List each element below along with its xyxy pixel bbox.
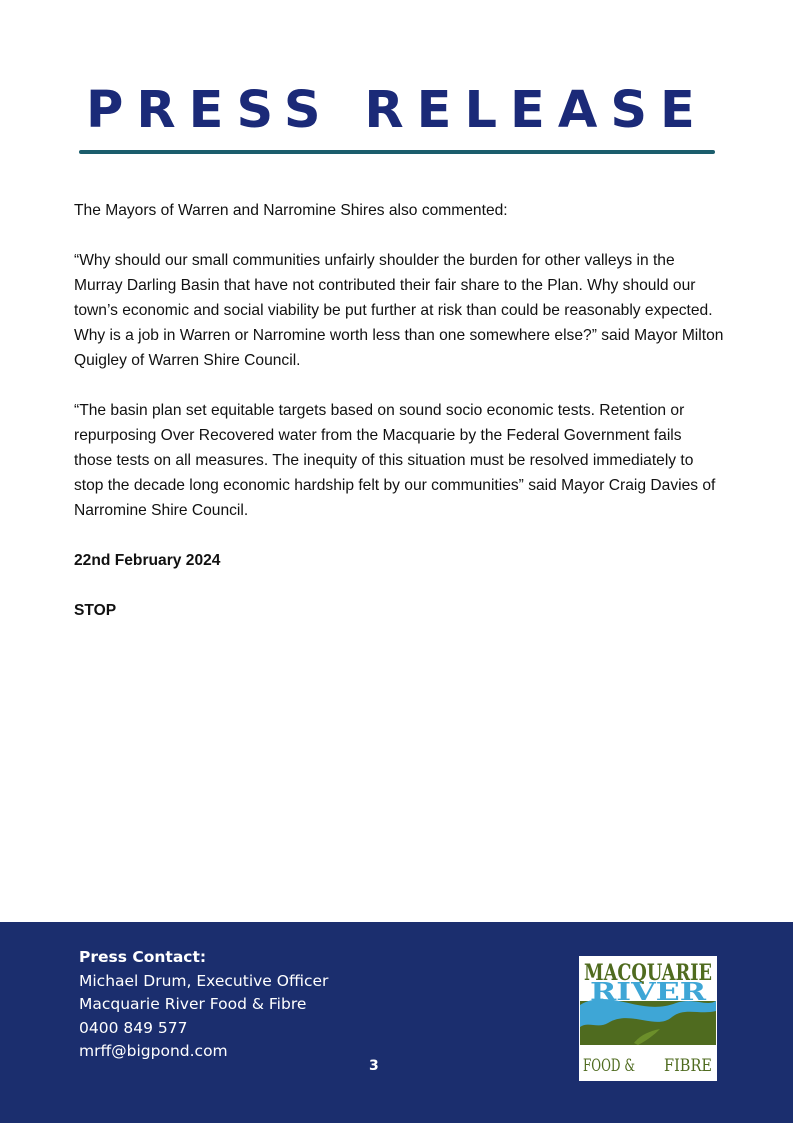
release-body (74, 198, 724, 648)
contact-name: Michael Drum, Executive Officer (79, 971, 329, 990)
warren-mayor-quote: “Why should our small communities unfairly shoulder the burden for other valleys in the Murray Darling Basin that have not contributed their fair share to the Plan. Why should our town’s economic and social viability be put further at risk than could be reasonably expected. Why is a job in Warren or Narromine worth less than one somewhere else?” said Mayor Milton Quigley of Warren Shire Council. (74, 252, 724, 369)
press-contact-label: Press Contact: (79, 948, 207, 966)
press-contact (79, 946, 328, 1064)
page-title: PRESS RELEASE (86, 81, 708, 140)
logo-text-food: FOOD & (583, 1056, 635, 1076)
contact-phone[interactable]: 0400 849 577 (79, 1018, 188, 1037)
mrff-logo-graphic (580, 957, 716, 1080)
footer (0, 922, 793, 1123)
narromine-mayor-quote: “The basin plan set equitable targets based on sound socio economic tests. Retention or repurposing Over Recovered water from the Macquarie by the Federal Government fails those tests on all measures. The inequity of this situation must be resolved immediately to stop the decade long economic hardship felt by our communities” said Mayor Craig Davies of Narromine Shire Council. (74, 402, 716, 519)
contact-email[interactable]: mrff@bigpond.com (79, 1042, 228, 1060)
stop-marker: STOP (74, 602, 117, 619)
contact-organisation: Macquarie River Food & Fibre (79, 995, 307, 1013)
mrff-logo (579, 956, 717, 1081)
logo-text-macquarie: MACQUARIE (584, 960, 712, 986)
title-divider (79, 150, 715, 154)
page-number: 3 (369, 1058, 379, 1074)
intro-paragraph: The Mayors of Warren and Narromine Shires also commented: (74, 202, 508, 219)
release-date: 22nd February 2024 (74, 552, 221, 569)
logo-text-river: RIVER (590, 977, 708, 1006)
logo-text-fibre: FIBRE (664, 1056, 712, 1076)
